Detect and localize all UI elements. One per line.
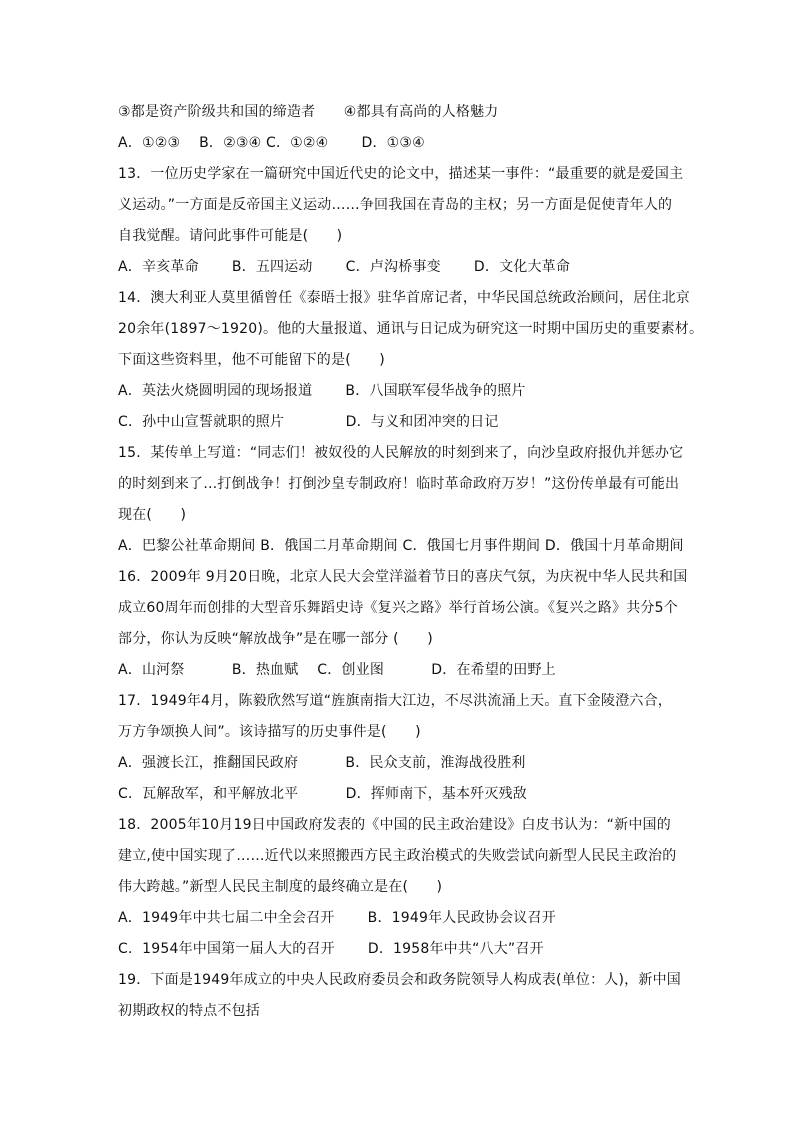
q14-options-ab: A．英法火烧圆明园的现场报道 B．八国联军侵华战争的照片	[118, 383, 526, 399]
q15-stem-line-1: 15．某传单上写道：“同志们！被奴役的人民解放的时刻到来了，向沙皇政府报仇并惩办它	[118, 445, 684, 461]
q13-stem-line-3: 自我觉醒。请问此事件可能是( )	[118, 228, 343, 244]
q17-options-ab: A．强渡长江，推翻国民政府 B．民众支前，淮海战役胜利	[118, 755, 526, 771]
q17-stem-line-1: 17．1949年4月，陈毅欣然写道“旌旗南指大江边，不尽洪流涌上天。直下金陵澄六合，	[118, 693, 673, 709]
q16-stem-line-3: 部分，你认为反映“解放战争”是在哪一部分 ( )	[118, 631, 433, 647]
q18-stem-line-3: 伟大跨越。”新型人民民主制度的最终确立是在( )	[118, 879, 443, 895]
q13-options: A．辛亥革命 B．五四运动 C．卢沟桥事变 D．文化大革命	[118, 259, 571, 275]
q14-stem-line-3: 下面这些资料里，他不可能留下的是( )	[118, 352, 385, 368]
q13-stem-line-1: 13．一位历史学家在一篇研究中国近代史的论文中，描述某一事件：“最重要的就是爱国主	[118, 166, 684, 182]
q18-stem-line-2: 建立,使中国实现了……近代以来照搬西方民主政治模式的失败尝试向新型人民民主政治的	[118, 848, 677, 864]
q16-options: A．山河祭 B．热血赋 C．创业图 D．在希望的田野上	[118, 662, 556, 678]
q19-stem-line-2: 初期政权的特点不包括	[118, 1003, 260, 1019]
q14-options-cd: C．孙中山宣誓就职的照片 D．与义和团冲突的日记	[118, 414, 499, 430]
q16-stem-line-1: 16．2009年 9月20日晚，北京人民大会堂洋溢着节日的喜庆气氛，为庆祝中华人民共和国	[118, 569, 688, 585]
q18-options-ab: A．1949年中共七届二中全会召开 B．1949年人民政协会议召开	[118, 910, 556, 926]
q15-stem-line-2: 的时刻到来了…打倒战争！打倒沙皇专制政府！临时革命政府万岁！”这份传单最有可能出	[118, 476, 680, 492]
q13-stem-line-2: 义运动。”一方面是反帝国主义运动……争回我国在青岛的主权；另一方面是促使青年人的	[118, 197, 673, 213]
q19-stem-line-1: 19．下面是1949年成立的中央人民政府委员会和政务院领导人构成表(单位：人)，新中国	[118, 972, 681, 988]
q14-stem-line-1: 14．澳大利亚人莫里循曾任《泰晤士报》驻华首席记者，中华民国总统政治顾问，居住北京	[118, 290, 691, 306]
q17-stem-line-2: 万方争颂换人间”。该诗描写的历史事件是( )	[118, 724, 421, 740]
q18-stem-line-1: 18．2005年10月19日中国政府发表的《中国的民主政治建设》白皮书认为：“新中国的	[118, 817, 671, 833]
q15-stem-line-3: 现在( )	[118, 507, 187, 523]
q16-stem-line-2: 成立60周年而创排的大型音乐舞蹈史诗《复兴之路》举行首场公演。《复兴之路》共分5个	[118, 600, 678, 616]
q14-stem-line-2: 20余年(1897～1920)。他的大量报道、通讯与日记成为研究这一时期中国历史的重要素材。	[118, 321, 704, 337]
q12-statement-3-4: ③都是资产阶级共和国的缔造者 ④都具有高尚的人格魅力	[118, 104, 499, 120]
q17-options-cd: C．瓦解敌军，和平解放北平 D．挥师南下，基本歼灭残敌	[118, 786, 528, 802]
q15-options: A．巴黎公社革命期间 B．俄国二月革命期间 C．俄国七月事件期间 D．俄国十月革命期间	[118, 538, 684, 554]
q18-options-cd: C．1954年中国第一届人大的召开 D．1958年中共“八大”召开	[118, 941, 544, 957]
q12-options: A．①②③ B．②③④ C．①②④ D．①③④	[118, 135, 425, 151]
